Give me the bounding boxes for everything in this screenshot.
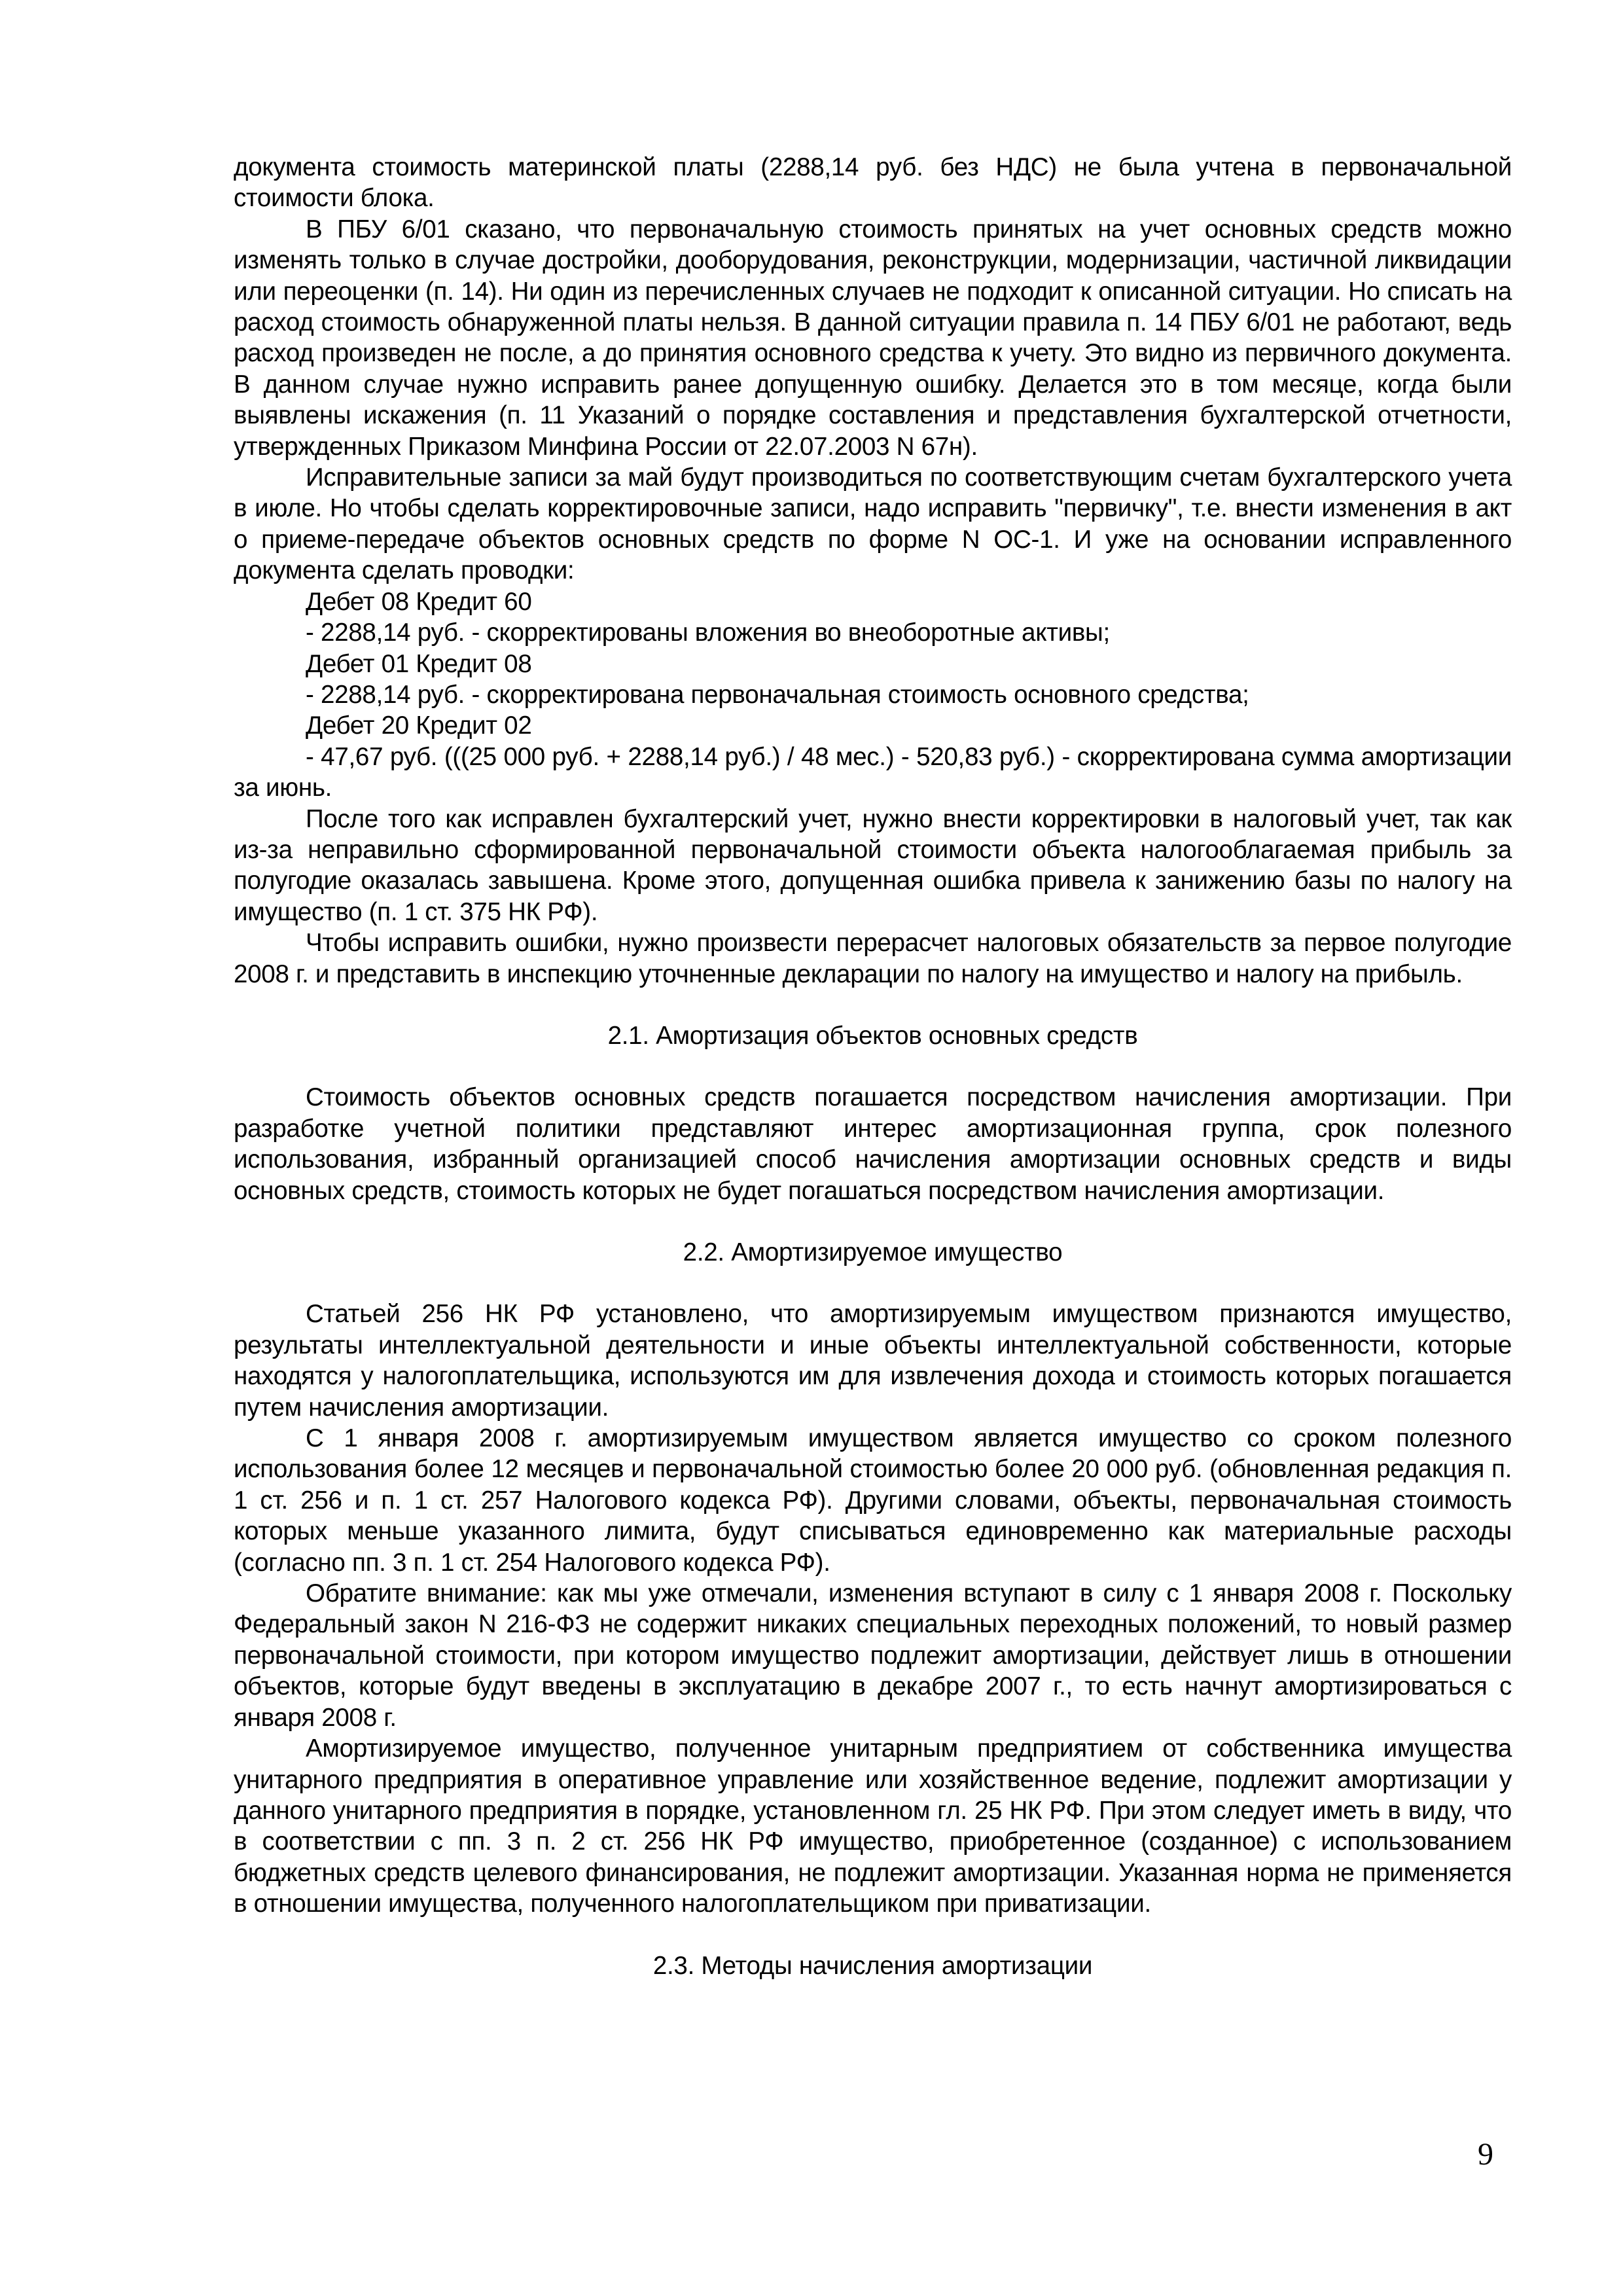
- paragraph-2: В ПБУ 6/01 сказано, что первоначальную стоимость принятых на учет основных средств можно изменять только в случае достройки, дооборудования, реконструкции, модернизации, частичной ликвидации или переоценки (п. 14). Ни один из перечисленных случаев не подходит к описанной ситуации. Но списать на расход стоимость обнаруженной платы нельзя. В данной ситуации правила п. 14 ПБУ 6/01 не работают, ведь расход произведен не после, а до принятия основного средства к учету. Это видно из первичного документа. В данном случае нужно исправить ранее допущенную ошибку. Делается это в том месяце, когда были выявлены искажения (п. 11 Указаний о порядке составления и представления бухгалтерской отчетности, утвержденных Приказом Минфина России от 22.07.2003 N 67н).: [234, 215, 1512, 461]
- spacer: [234, 990, 1512, 1020]
- document-page: [234, 152, 1512, 1981]
- paragraph-9: Обратите внимание: как мы уже отмечали, изменения вступают в силу с 1 января 2008 г. Поскольку Федеральный закон N 216-ФЗ не содержит никаких специальных переходных положений, то новый размер первоначальной стоимости, при котором имущество подлежит амортизации, действует лишь в отношении объектов, которые будут введены в эксплуатацию в декабре 2007 г., то есть начнут амортизироваться с января 2008 г.: [234, 1579, 1512, 1732]
- entry-1-description: - 2288,14 руб. - скорректированы вложения во внеоборотные активы;: [306, 619, 1110, 647]
- entry-2-accounts: Дебет 01 Кредит 08: [306, 649, 532, 678]
- spacer: [234, 1206, 1512, 1237]
- page-number: 9: [1478, 2137, 1493, 2172]
- entry-1-accounts: Дебет 08 Кредит 60: [306, 587, 532, 616]
- paragraph-5: Чтобы исправить ошибки, нужно произвести перерасчет налоговых обязательств за первое полугодие 2008 г. и представить в инспекцию уточненные декларации по налогу на имущество и налогу на прибыль.: [234, 929, 1512, 988]
- entry-3-accounts: Дебет 20 Кредит 02: [306, 711, 532, 740]
- paragraph-1: документа стоимость материнской платы (2288,14 руб. без НДС) не была учтена в первоначальной стоимости блока.: [234, 153, 1512, 213]
- paragraph-6: Стоимость объектов основных средств погашается посредством начисления амортизации. При разработке учетной политики представляют интерес амортизационная группа, срок полезного использования, избранный организацией способ начисления амортизации основных средств и виды основных средств, стоимость которых не будет погашаться посредством начисления амортизации.: [234, 1083, 1512, 1205]
- spacer: [234, 1268, 1512, 1299]
- entry-3-description: - 47,67 руб. (((25 000 руб. + 2288,14 руб.) / 48 мес.) - 520,83 руб.) - скорректирована сумма амортизации за июнь.: [234, 742, 1512, 802]
- paragraph-8: С 1 января 2008 г. амортизируемым имуществом является имущество со сроком полезного использования более 12 месяцев и первоначальной стоимостью более 20 000 руб. (обновленная редакция п. 1 ст. 256 и п. 1 ст. 257 Налогового кодекса РФ). Другими словами, объекты, первоначальная стоимость которых меньше указанного лимита, будут списываться единовременно как материальные расходы (согласно пп. 3 п. 1 ст. 254 Налогового кодекса РФ).: [234, 1424, 1512, 1577]
- paragraph-7: Статьей 256 НК РФ установлено, что амортизируемым имуществом признаются имущество, результаты интеллектуальной деятельности и иные объекты интеллектуальной собственности, которые находятся у налогоплательщика, используются им для извлечения дохода и стоимость которых погашается путем начисления амортизации.: [234, 1300, 1512, 1422]
- section-heading-2-1: 2.1. Амортизация объектов основных средств: [607, 1021, 1138, 1050]
- entry-2-description: - 2288,14 руб. - скорректирована первоначальная стоимость основного средства;: [306, 680, 1249, 709]
- spacer: [234, 1920, 1512, 1950]
- section-heading-2-2: 2.2. Амортизируемое имущество: [683, 1238, 1063, 1266]
- paragraph-10: Амортизируемое имущество, полученное унитарным предприятием от собственника имущества унитарного предприятия в оперативное управление или хозяйственное ведение, подлежит амортизации у данного унитарного предприятия в порядке, установленном гл. 25 НК РФ. При этом следует иметь в виду, что в соответствии с пп. 3 п. 2 ст. 256 НК РФ имущество, приобретенное (созданное) с использованием бюджетных средств целевого финансирования, не подлежит амортизации. Указанная норма не применяется в отношении имущества, полученного налогоплательщиком при приватизации.: [234, 1734, 1512, 1918]
- paragraph-3: Исправительные записи за май будут производиться по соответствующим счетам бухгалтерского учета в июле. Но чтобы сделать корректировочные записи, надо исправить "первичку", т.е. внести изменения в акт о приеме-передаче объектов основных средств по форме N ОС-1. И уже на основании исправленного документа сделать проводки:: [234, 463, 1512, 585]
- spacer: [234, 1051, 1512, 1082]
- section-heading-2-3: 2.3. Методы начисления амортизации: [652, 1951, 1093, 1980]
- paragraph-4: После того как исправлен бухгалтерский учет, нужно внести корректировки в налоговый учет, так как из-за неправильно сформированной первоначальной стоимости объекта налогооблагаемая прибыль за полугодие оказалась завышена. Кроме этого, допущенная ошибка привела к занижению базы по налогу на имущество (п. 1 ст. 375 НК РФ).: [234, 804, 1512, 926]
